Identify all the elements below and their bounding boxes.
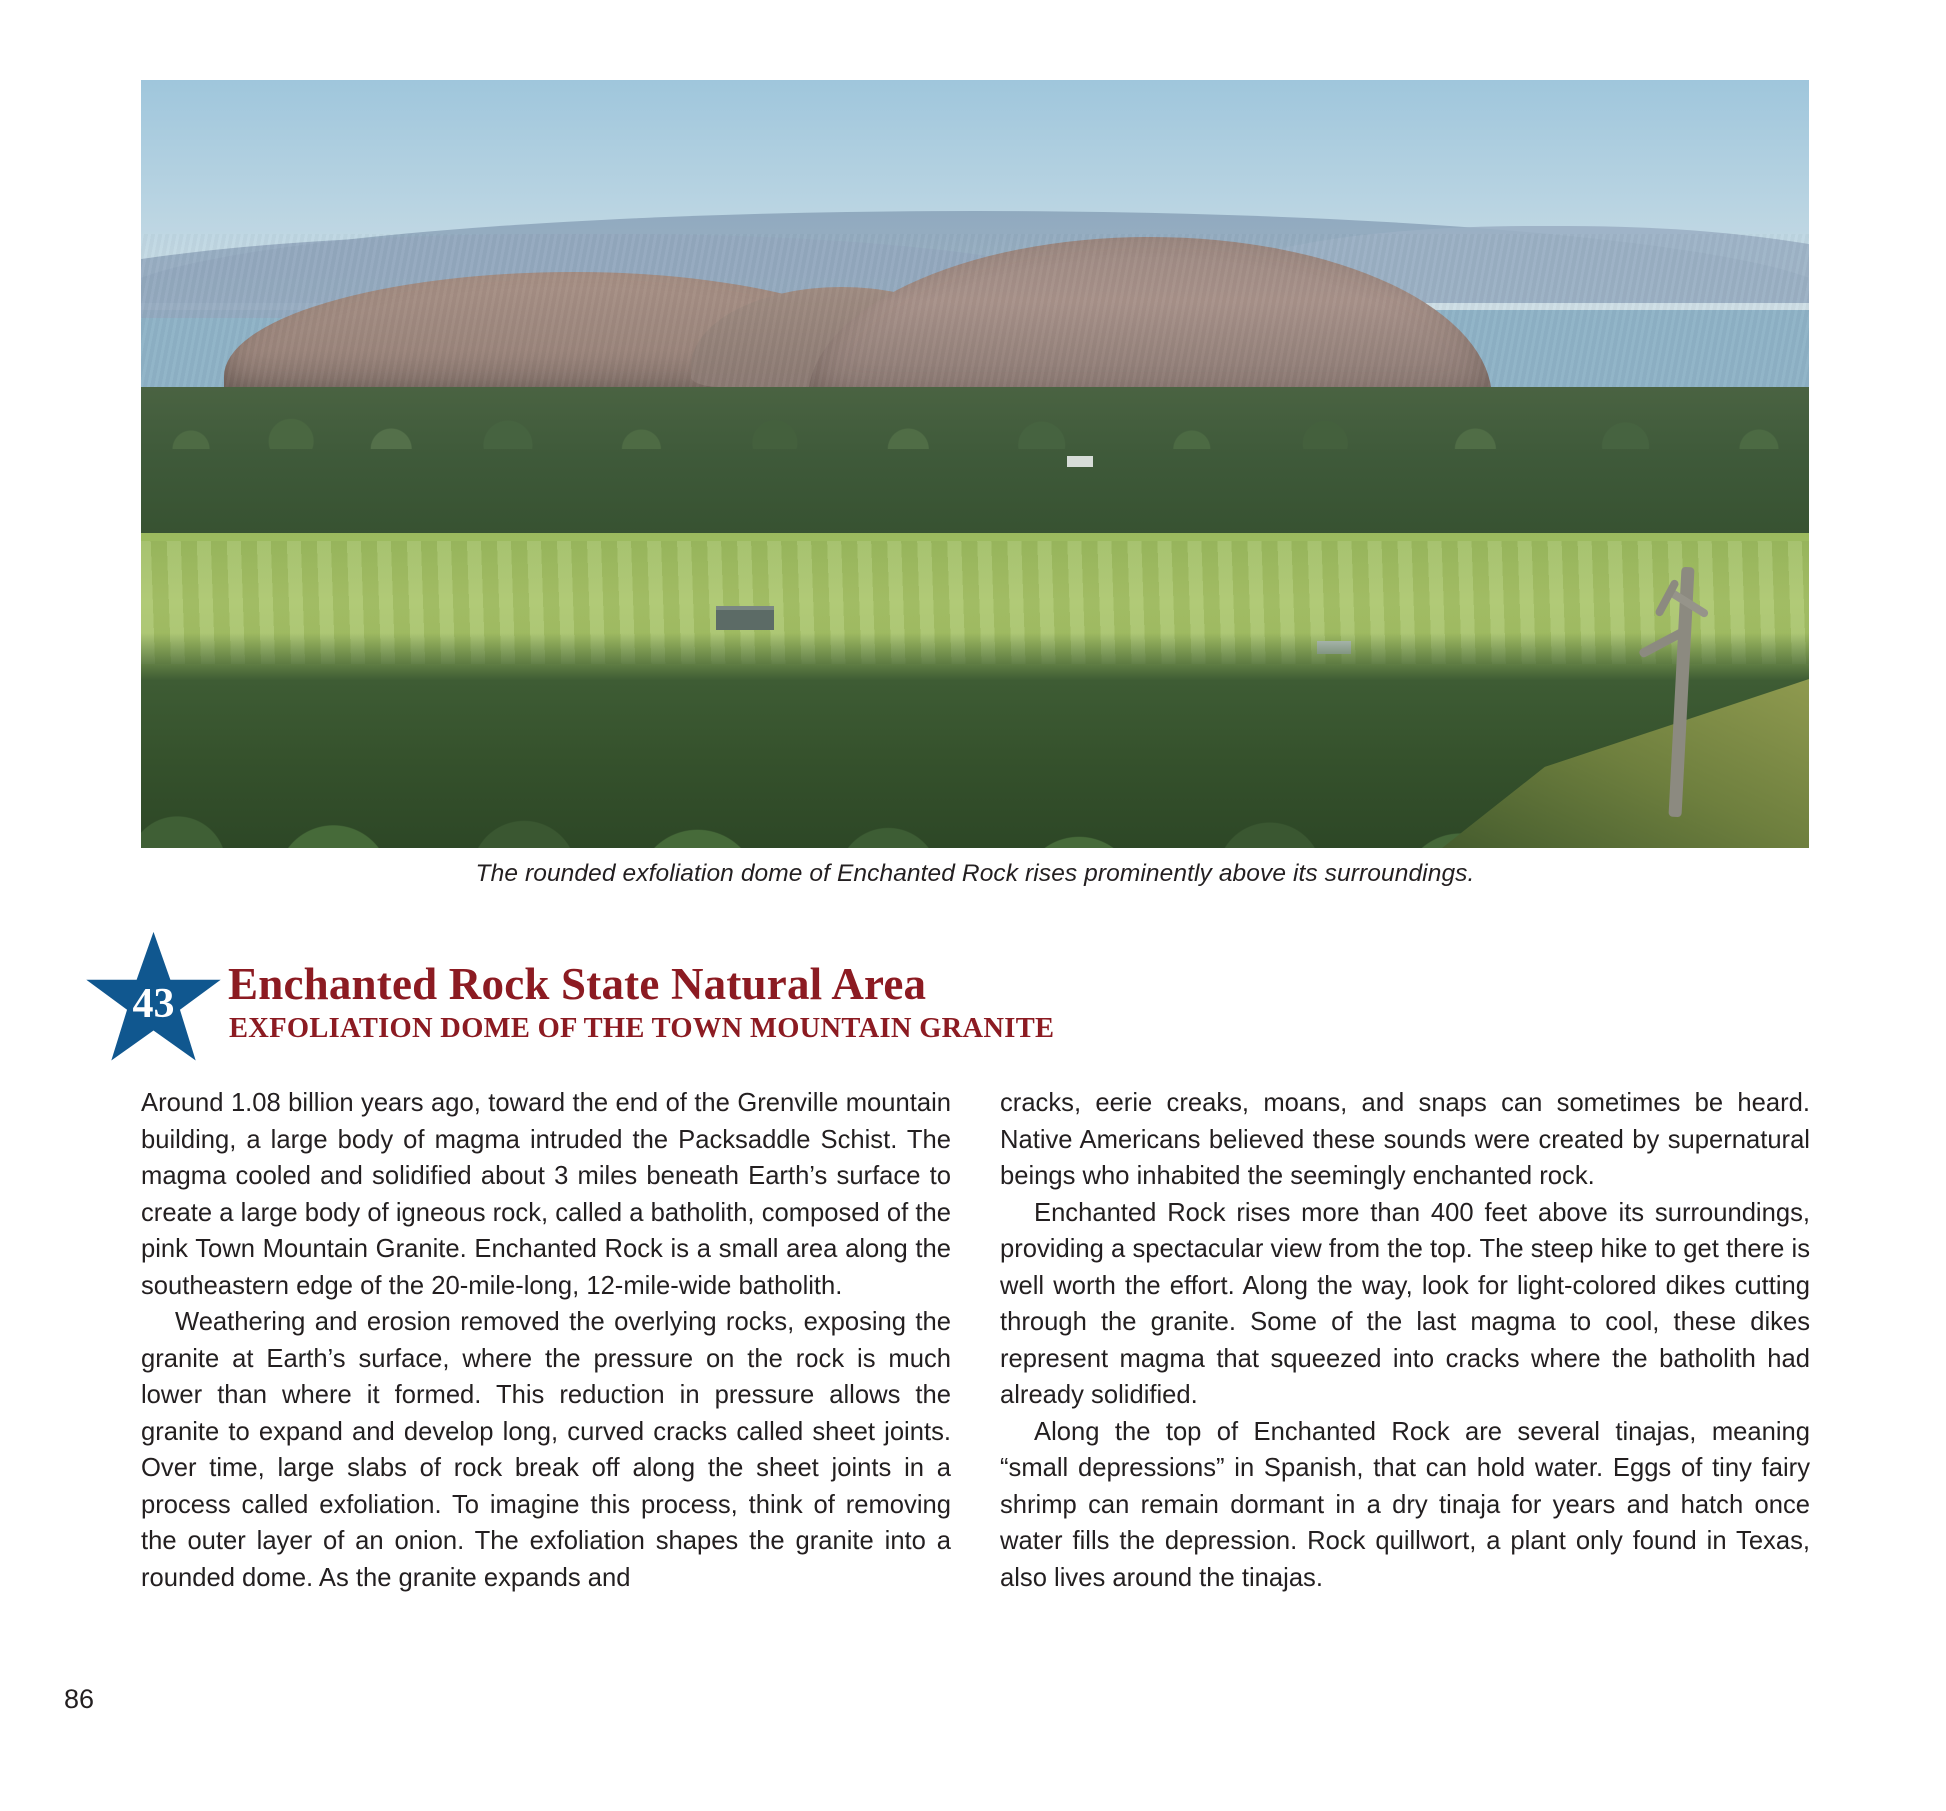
body-column-right — [1000, 1085, 1810, 1596]
paragraph: Along the top of Enchanted Rock are several tinajas, meaning “small depressions” in Spanish, that can hold water. Eggs of tiny fairy shrimp can remain dormant in a dry tinaja for years and hatch once water fills the depression. Rock quillwort, a plant only found in Texas, also lives around the tinajas. — [1000, 1417, 1810, 1592]
tree-canopy-lumps — [141, 372, 1809, 449]
dead-tree-icon — [1627, 517, 1717, 817]
body-column-left — [141, 1085, 951, 1596]
paragraph: cracks, eerie creaks, moans, and snaps can sometimes be heard. Native Americans believed these sounds were created by supernatural beings who inhabited the seemingly enchanted rock. — [1000, 1089, 1810, 1190]
page-title: Enchanted Rock State Natural Area — [228, 959, 927, 1009]
page-number: 86 — [64, 1684, 95, 1714]
paragraph: Around 1.08 billion years ago, toward the end of the Grenville mountain building, a large body of magma intruded the Packsaddle Schist. The magma cooled and solidified about 3 miles beneath Earth’s surface to create a large body of igneous rock, called a batholith, composed of the pink Town Mountain Granite. Enchanted Rock is a small area along the southeastern edge of the 20-mile-long, 12-mile-wide batholith. — [141, 1089, 951, 1300]
paragraph: Enchanted Rock rises more than 400 feet above its surroundings, providing a spectacular view from the top. The steep hike to get there is well worth the effort. Along the way, look for light-colored dikes cutting through the granite. Some of the last magma to cool, these dikes represent magma that squeezed into cracks where the batholith had already solidified. — [1000, 1198, 1810, 1409]
site-number-label: 43 — [132, 980, 175, 1027]
paragraph: Weathering and erosion removed the overlying rocks, exposing the granite at Earth’s surface, where the pressure on the rock is much lower than where it formed. This reduction in pressure allows the granite to expand and develop long, curved cracks called sheet joints. Over time, large slabs of rock break off along the sheet joints in a process called exfoliation. To imagine this process, think of removing the outer layer of an onion. The exfoliation shapes the granite into a rounded dome. As the granite expands and — [141, 1308, 951, 1592]
barn-building — [716, 606, 774, 630]
ranch-house — [1067, 456, 1093, 467]
enchanted-rock-photo — [141, 80, 1809, 848]
site-number-star-icon — [82, 929, 225, 1072]
figure-caption: The rounded exfoliation dome of Enchanted Rock rises prominently above its surroundings. — [475, 860, 1475, 887]
photo-canvas — [141, 80, 1809, 848]
page-subtitle: EXFOLIATION DOME OF THE TOWN MOUNTAIN GRANITE — [229, 1013, 1055, 1044]
